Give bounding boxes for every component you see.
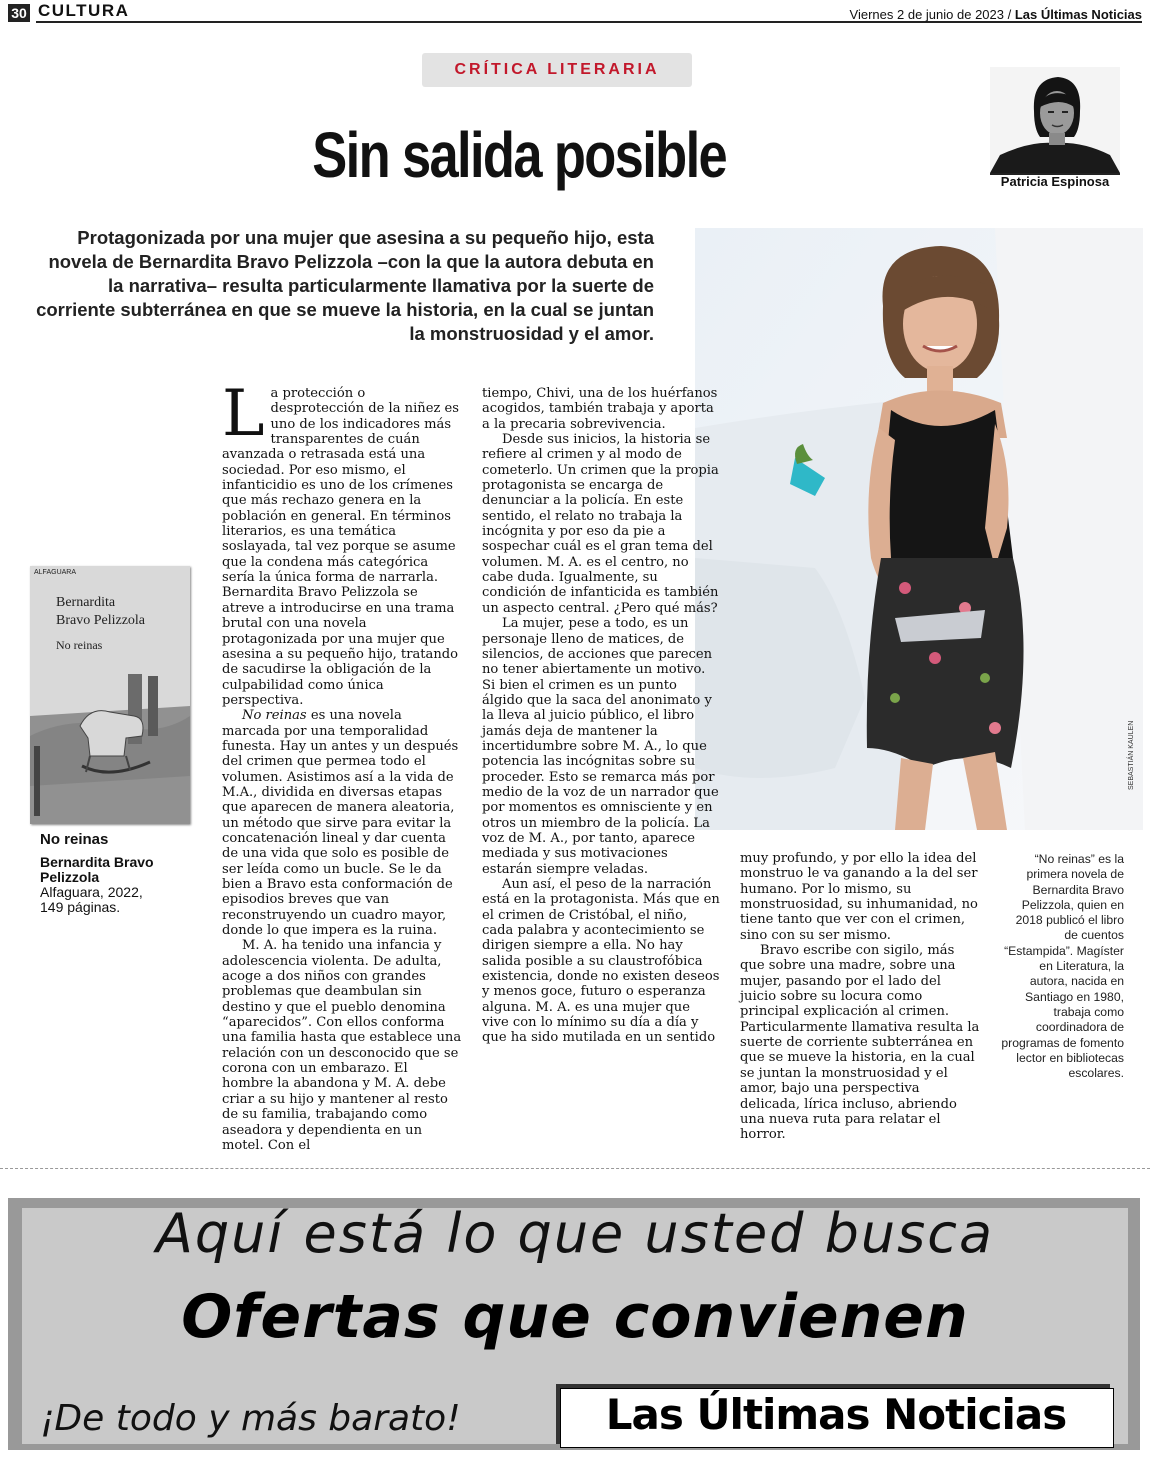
body-column-3 [740,851,980,1143]
photo-caption-sidebar: “No reinas” es la primera novela de Bernardita Bravo Pelizzola, quien en 2018 publicó el libro de cuentos “Estampida”. Magíster en Literatura, la autora, nacida en Santiago en 1980, trabaja como coordinadora de programas de fomento lector en bibliotecas escolares. [1001,852,1124,1081]
dateline [850,7,1142,22]
book-author: Bernardita Bravo Pelizzola [40,854,154,885]
body-paragraph: Aun así, el peso de la narración está en la protagonista. Más que en el crimen de Cristóbal, el niño, cada palabra y acontecimiento se dirigen siempre a ella. No hay salida posible a su claustrofóbica existencia, donde no existen deseos y menos goce, futuro o esperanza alguna. M. A. es una mujer que vive con lo mínimo su día a día y que ha sido mutilada en un sentido [482,877,720,1046]
ad-separator [0,1168,1150,1169]
body-column-2 [482,386,720,1046]
author-portrait [990,67,1120,175]
body-paragraph: La mujer, pese a todo, es un personaje lleno de matices, de silencios, de acciones que parecen no tener abiertamente un motivo. Si bien el crimen es un punto álgido que la saca del anonimato y la lleva al juicio público, el libro jamás deja de mantener la incertidumbre sobre M. A., lo que potencia las incógnitas sobre su proceder. Esto se remarca más por medio de la voz de un narrador que por momentos es omnisciente y en otros un miembro de la policía. La voz de M. A., por tanto, aparece mediada y sus motivaciones estarán siempre veladas. [482,616,719,877]
ad-headline: Aquí está lo que usted busca [155,1202,995,1265]
body-paragraph: No reinas es una novela marcada por una temporalidad funesta. Hay un antes y un después del crimen que permea todo el volumen. Asistimos así a la vida de M.A., dividida en diversas etapas que aparecen de manera aleatoria, un método que sirve para evitar la concatenación lineal y dar cuenta de una vida que solo es posible de ser leída como un bucle. Se le da bien a Bravo esta conformación de episodios breves que van reconstruyendo un cuadro mayor, donde lo que impera es la ruina. [222,708,459,939]
book-cover-author-line2: Bravo Pelizzola [56,613,146,628]
date: Viernes 2 de junio de 2023 / [849,7,1012,22]
body-paragraph: tiempo, Chivi, una de los huérfanos acogidos, también trabaja y aporta a la precaria sobrevivencia. [482,386,718,432]
kicker: CRÍTICA LITERARIA [422,53,692,87]
body-paragraph: La protección o desprotección de la niñez es uno de los indicadores más transparentes de cuán avanzada o retrasada está una sociedad. Por eso mismo, el infanticidio es uno de los crímenes que más rechazo genera en la población en general. En términos literarios, es una temática soslayada, tal vez porque se asume que la condena más categórica sería la única forma de narrarla. Bernardita Bravo Pelizzola se atreve a introducirse en una trama brutal con una novela protagonizada por una mujer que asesina a su pequeño hijo, tratando de sacudirse la obligación de la culpabilidad como única perspectiva. [222,377,459,708]
book-pages: 149 páginas. [40,899,121,915]
ad-tagline: ¡De todo y más barato! [40,1398,461,1439]
body-paragraph: M. A. ha tenido una infancia y adolescencia violenta. De adulta, acoge a dos niños con grandes problemas que deambulan sin destino y que el pueblo denomina “aparecidos”. Con ellos conforma una familia hasta que establece una relación con un desconocido que se corona con un embarazo. El hombre la abandona y M. A. debe criar a su hijo y mantener al resto de su familia, trabajando como aseadora y dependienta en un motel. Con el [222,938,462,1153]
newspaper-name: Las Últimas Noticias [1014,7,1142,22]
book-cover-author [56,594,145,630]
section-name: CULTURA [38,1,130,20]
body-column-1 [222,377,462,1153]
book-cover [30,566,190,824]
headline: Sin salida posible [312,119,727,191]
body-paragraph: muy profundo, y por ello la idea del monstruo le va ganando a la del ser humano. Por lo mismo, su monstruosidad, su inhumanidad, no tiene tanto que ver con el crimen, sino con su ser mismo. [740,851,978,943]
book-title-inline: No reinas [242,708,307,724]
author-photo [695,228,1143,830]
page-number: 30 [8,4,30,22]
ad-logo: Las Últimas Noticias [605,1390,1067,1439]
deck: Protagonizada por una mujer que asesina a su pequeño hijo, esta novela de Bernardita Bravo Pelizzola –con la que la autora debuta en la narrativa– resulta particularmente llamativa por la suerte de corriente subterránea en que se mueve la historia, en la cual se juntan la monstruosidad y el amor. [36,227,654,344]
book-publisher: Alfaguara, 2022, [40,884,143,900]
drop-cap: L [222,377,265,451]
book-cover-title: No reinas [56,638,103,652]
body-paragraph: Bravo escribe con sigilo, más que sobre una madre, sobre una mujer, pasando por el lado del juicio sobre su locura como principal explicación al crimen. Particularmente llamativa resulta la suerte de corriente subterránea en que se mueve la historia, en la cual se juntan la monstruosidad y el amor, bajo una perspectiva delicada, lírica incluso, abriendo una nueva ruta para relatar el horror. [740,943,980,1143]
book-info [40,832,190,915]
author-byline: Patricia Espinosa [1000,174,1110,189]
book-title: No reinas [40,831,109,848]
photo-credit: SEBASTIÁN KAULEN [1128,720,1135,790]
book-cover-author-line1: Bernardita [56,595,116,610]
book-cover-publisher: ALFAGUARA [34,569,77,576]
body-paragraph: Desde sus inicios, la historia se refiere al crimen y al modo de cometerlo. Un crimen que la propia protagonista se encarga de denunciar a la policía. En este sentido, el relato no trabaja la incógnita y por eso da pie a sospechar cuál es el gran tema del volumen. M. A. es el centro, no cabe duda. Igualmente, su condición de infanticida es también un aspecto central. ¿Pero qué más? [482,432,719,616]
ad-slogan: Ofertas que convienen [181,1282,969,1352]
